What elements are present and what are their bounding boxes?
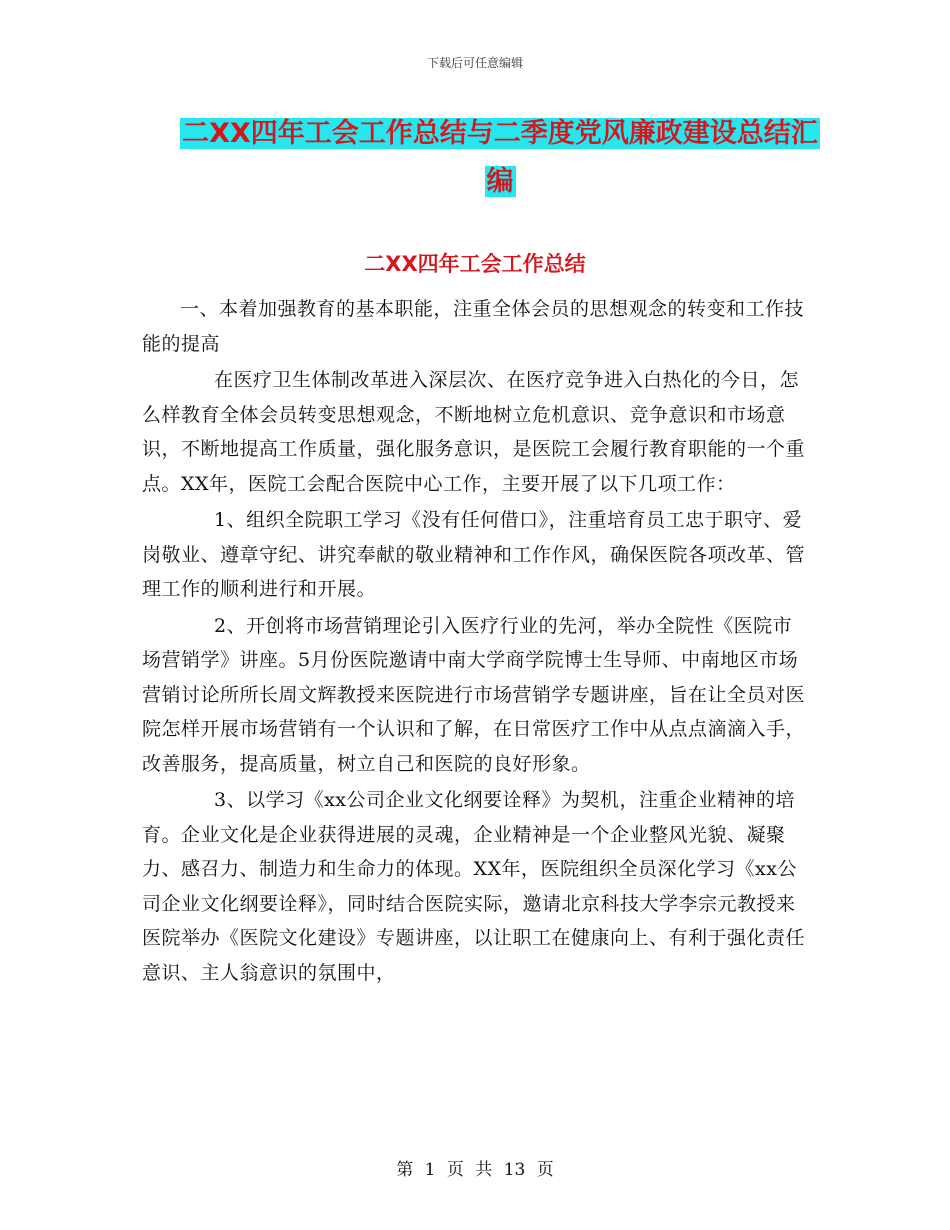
document-title-line2: 编: [486, 166, 514, 197]
page-header-note: 下载后可任意编辑: [426, 56, 523, 70]
document-title-line1: 二XX四年工会工作总结与二季度党风廉政建设总结汇: [182, 118, 818, 149]
document-body: [142, 292, 810, 990]
page-number-footer: 第 1 页 共 13 页: [396, 1160, 554, 1180]
section-title: 二XX四年工会工作总结: [364, 252, 586, 276]
paragraph-5: 3、以学习《xx公司企业文化纲要诠释》为契机，注重企业精神的培育。企业文化是企业获得进展的灵魂，企业精神是一个企业整风光貌、凝聚力、感召力、制造力和生命力的体现。XX年，医院组织全员深化学习《xx公司企业文化纲要诠释》，同时结合医院实际，邀请北京科技大学李宗元教授来医院举办《医院文化建设》专题讲座，以让职工在健康向上、有利于强化责任意识、主人翁意识的氛围中，: [142, 789, 806, 984]
paragraph-3: 1、组织全院职工学习《没有任何借口》，注重培育员工忠于职守、爱岗敬业、遵章守纪、讲究奉献的敬业精神和工作作风，确保医院各项改革、管理工作的顺利进行和开展。: [142, 509, 806, 600]
paragraph-2: 在医疗卫生体制改革进入深层次、在医疗竞争进入白热化的今日，怎么样教育全体会员转变思想观念，不断地树立危机意识、竞争意识和市场意识，不断地提高工作质量，强化服务意识，是医院工会履行教育职能的一个重点。XX年，医院工会配合医院中心工作，主要开展了以下几项工作：: [142, 369, 806, 495]
paragraph-4: 2、开创将市场营销理论引入医疗行业的先河，举办全院性《医院市场营销学》讲座。5月份医院邀请中南大学商学院博士生导师、中南地区市场营销讨论所所长周文辉教授来医院进行市场营销学专题讲座，旨在让全员对医院怎样开展市场营销有一个认识和了解，在日常医疗工作中从点点滴滴入手，改善服务，提高质量，树立自己和医院的良好形象。: [142, 614, 806, 775]
document-title: [140, 110, 860, 206]
paragraph-1: 一、本着加强教育的基本职能，注重全体会员的思想观念的转变和工作技能的提高: [142, 298, 805, 355]
